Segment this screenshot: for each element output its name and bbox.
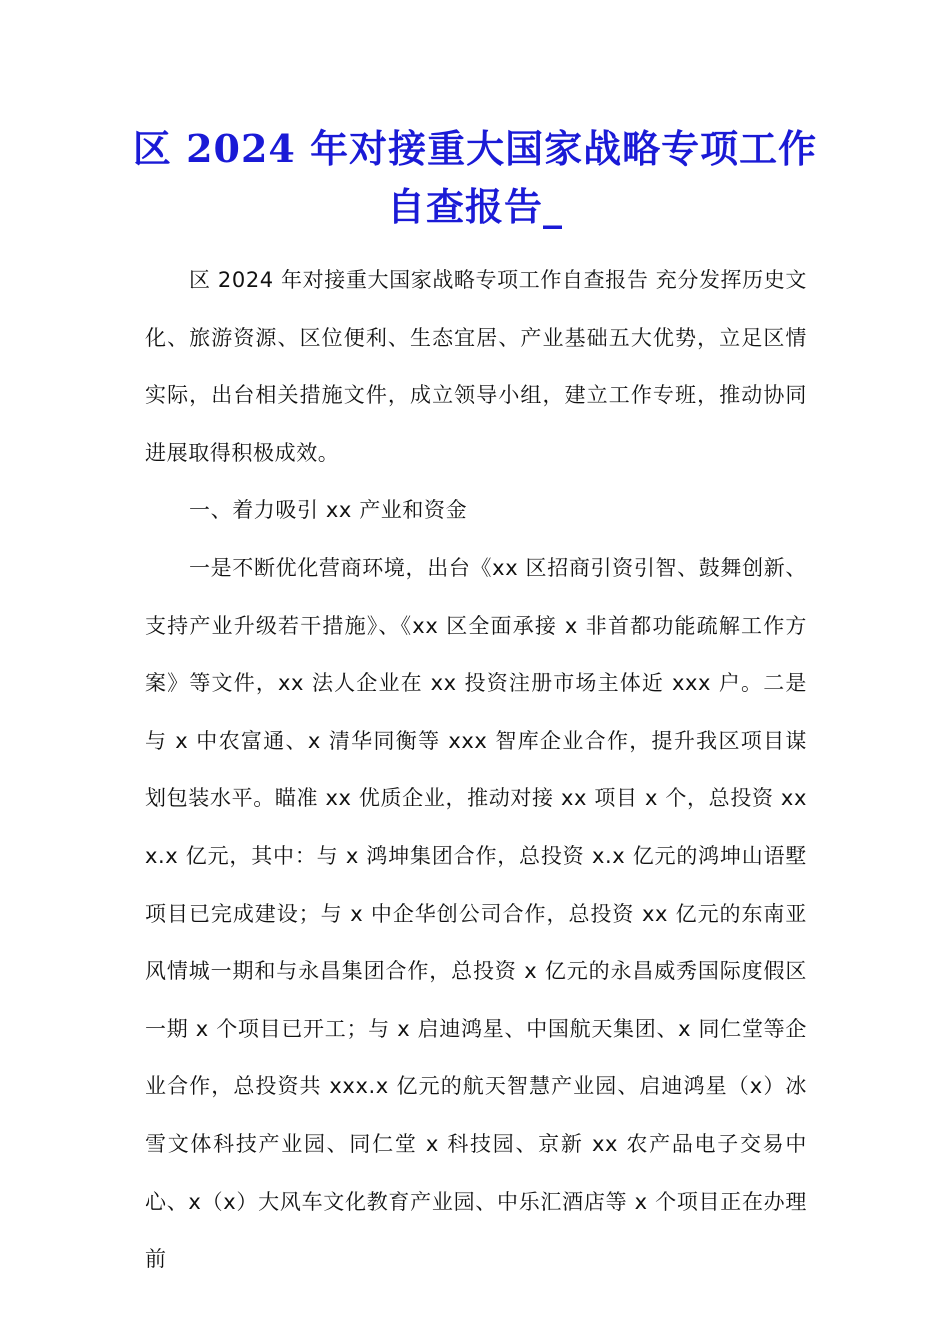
document-title: 区 2024 年对接重大国家战略专项工作自查报告_	[132, 126, 818, 229]
intro-paragraph: 区 2024 年对接重大国家战略专项工作自查报告 充分发挥历史文化、旅游资源、区位便利、生态宜居、产业基础五大优势，立足区情实际，出台相关措施文件，成立领导小组，建立工作专班，推动协同进展取得积极成效。	[145, 268, 807, 465]
document-body	[145, 252, 807, 1289]
section-heading: 一、着力吸引 xx 产业和资金	[189, 498, 468, 523]
body-paragraph: 一是不断优化营商环境，出台《xx 区招商引资引智、鼓舞创新、支持产业升级若干措施》、《xx 区全面承接 x 非首都功能疏解工作方案》等文件，xx 法人企业在 xx 投资注册市场主体近 xxx 户。二是与 x 中农富通、x 清华同衡等 xxx 智库企业合作，提升我区项目谋划包装水平。瞄准 xx 优质企业，推动对接 xx 项目 x 个，总投资 xxx.x 亿元，其中：与 x 鸿坤集团合作，总投资 x.x 亿元的鸿坤山语墅项目已完成建设；与 x 中企华创公司合作，总投资 xx 亿元的东南亚风情城一期和与永昌集团合作，总投资 x 亿元的永昌威秀国际度假区一期 x 个项目已开工；与 x 启迪鸿星、中国航天集团、x 同仁堂等企业合作，总投资共 xxx.x 亿元的航天智慧产业园、启迪鸿星（x）冰雪文体科技产业园、同仁堂 x 科技园、京新 xx 农产品电子交易中心、x（x）大风车文化教育产业园、中乐汇酒店等 x 个项目正在办理前	[145, 555, 807, 1272]
